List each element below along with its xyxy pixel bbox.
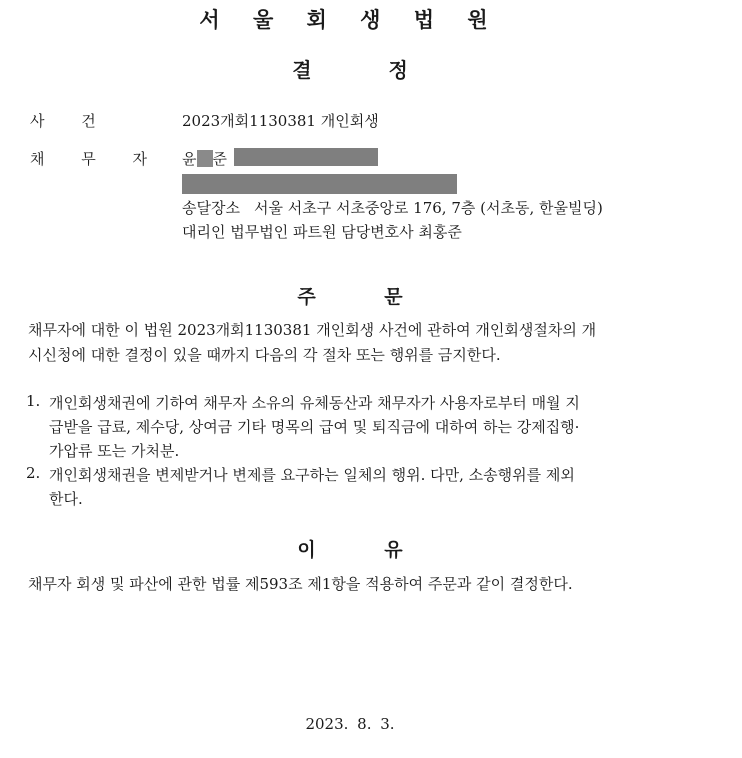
debtor-name-first: 윤 bbox=[182, 150, 197, 168]
order-item-2-line-2: 한다. bbox=[49, 490, 83, 508]
decision-date: 2023. 8. 3. bbox=[305, 715, 395, 733]
reason-text: 채무자 회생 및 파산에 관한 법률 제593조 제1항을 적용하여 주문과 같이 결정한다. bbox=[28, 575, 573, 593]
order-item-1-number: 1. bbox=[26, 392, 41, 410]
court-name: 서 울 회 생 법 원 bbox=[199, 8, 501, 32]
name-redaction bbox=[197, 150, 213, 167]
address-text: 서울 서초구 서초중앙로 176, 7층 (서초동, 한울빌딩) bbox=[253, 199, 603, 217]
debtor-name-last: 준 bbox=[212, 150, 227, 168]
case-label: 사 건 bbox=[30, 112, 112, 130]
redacted-block bbox=[234, 148, 378, 166]
order-intro-line-2: 시신청에 대한 결정이 있을 때까지 다음의 각 절차 또는 행위를 금지한다. bbox=[28, 346, 501, 364]
service-address bbox=[182, 197, 603, 218]
order-item-2-line-1: 개인회생채권을 변제받거나 변제를 요구하는 일체의 행위. 다만, 소송행위를 제외 bbox=[49, 466, 575, 484]
order-item-1-line-3: 가압류 또는 가처분. bbox=[49, 442, 180, 460]
case-number: 2023개회1130381 개인회생 bbox=[182, 112, 379, 130]
reason-heading: 이 유 bbox=[297, 539, 403, 561]
order-heading: 주 문 bbox=[297, 286, 403, 308]
order-item-1-line-1: 개인회생채권에 기하여 채무자 소유의 유체동산과 채무자가 사용자로부터 매월 지 bbox=[49, 394, 580, 412]
legal-agent: 대리인 법무법인 파트원 담당변호사 최홍준 bbox=[182, 223, 462, 241]
order-intro-line-1: 채무자에 대한 이 법원 2023개회1130381 개인회생 사건에 관하여 개인회생절차의 개 bbox=[28, 321, 597, 339]
debtor-name bbox=[182, 148, 227, 169]
order-item-2-number: 2. bbox=[26, 464, 41, 482]
debtor-label: 채 무 자 bbox=[30, 150, 164, 168]
redacted-address-block bbox=[182, 174, 457, 194]
address-label: 송달장소 bbox=[182, 199, 240, 217]
document-type-title: 결 정 bbox=[292, 58, 408, 82]
order-item-1-line-2: 급받을 급료, 제수당, 상여금 기타 명목의 급여 및 퇴직금에 대하여 하는 강제집행· bbox=[49, 418, 580, 436]
